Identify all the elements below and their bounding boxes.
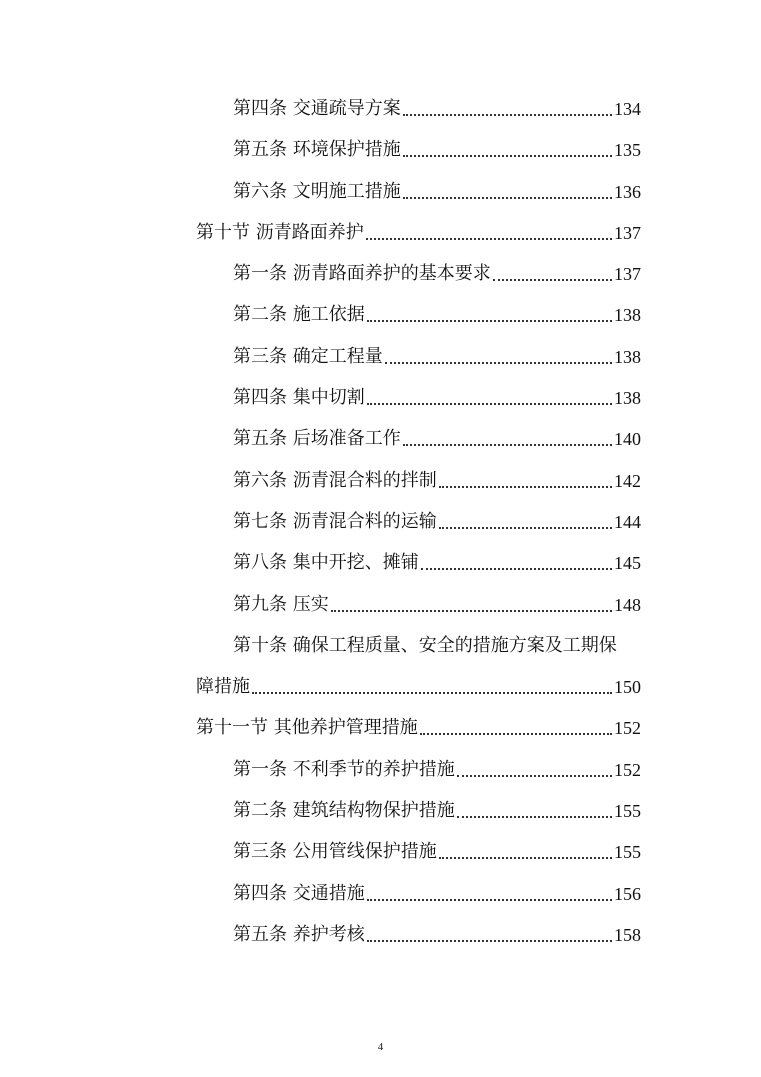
- toc-entry-line: [233, 882, 641, 906]
- toc-entry-title: 第十条 确保工程质量、安全的措施方案及工期保: [233, 634, 617, 656]
- toc-entry-title: 第一条 沥青路面养护的基本要求: [233, 263, 491, 285]
- toc-leader-dots: [331, 610, 612, 612]
- toc-leader-dots: [493, 279, 612, 281]
- toc-section-entry[interactable]: [0, 708, 761, 749]
- toc-entry-page: 140: [614, 429, 641, 450]
- toc-entry-page: 136: [614, 181, 641, 202]
- toc-leader-dots: [403, 444, 612, 446]
- toc-entry[interactable]: [0, 791, 761, 832]
- toc-entry[interactable]: [0, 419, 761, 460]
- toc-entry-line: [233, 634, 617, 658]
- toc-entry-line: [233, 923, 641, 947]
- toc-leader-dots: [252, 692, 612, 694]
- toc-leader-dots: [367, 320, 612, 322]
- toc-entry-title: 第五条 养护考核: [233, 923, 365, 945]
- toc-leader-dots: [439, 857, 612, 859]
- toc-entry-page: 158: [614, 924, 641, 945]
- toc-entry-page: 155: [614, 801, 641, 822]
- toc-leader-dots: [420, 733, 612, 735]
- toc-entry-page: 142: [614, 470, 641, 491]
- toc-entry-line: [233, 469, 641, 493]
- toc-entry-page: 155: [614, 842, 641, 863]
- toc-leader-dots: [367, 403, 612, 405]
- toc-entry-page: 144: [614, 511, 641, 532]
- toc-entry-line: [233, 386, 641, 410]
- toc-entry-page: 138: [614, 346, 641, 367]
- toc-entry[interactable]: [0, 337, 761, 378]
- toc-entry-title: 第六条 沥青混合料的拌制: [233, 469, 437, 491]
- toc-entry[interactable]: [0, 502, 761, 543]
- toc-entry[interactable]: [0, 750, 761, 791]
- toc-entry-line: [233, 138, 641, 162]
- toc-entry-title: 第三条 公用管线保护措施: [233, 841, 437, 863]
- toc-entry-title: 第十一节 其他养护管理措施: [196, 717, 418, 739]
- toc-entry-title: 第三条 确定工程量: [233, 345, 383, 367]
- toc-entry-title: 第八条 集中开挖、摊铺: [233, 552, 419, 574]
- toc-entry-title: 第九条 压实: [233, 593, 329, 615]
- toc-entry-page: 150: [614, 677, 641, 698]
- toc-entry-page: 148: [614, 594, 641, 615]
- toc-entry-page: 134: [614, 99, 641, 119]
- toc-entry-line: [233, 551, 641, 575]
- toc-entry-title: 第一条 不利季节的养护措施: [233, 758, 455, 780]
- toc-leader-dots: [457, 816, 612, 818]
- toc-leader-dots: [403, 155, 612, 157]
- toc-entry-title: 第五条 后场准备工作: [233, 428, 401, 450]
- toc-entry-line: [233, 758, 641, 782]
- toc-entry-wrapped-second-line[interactable]: [0, 667, 761, 708]
- toc-entry[interactable]: [0, 543, 761, 584]
- toc-entry-title: 第五条 环境保护措施: [233, 139, 401, 161]
- toc-entry-line: [233, 180, 641, 204]
- toc-entry-line: [233, 97, 641, 121]
- toc-entry[interactable]: [0, 295, 761, 336]
- toc-entry[interactable]: [0, 130, 761, 171]
- toc-entry-page: 135: [614, 140, 641, 161]
- toc-entry-page: 152: [614, 718, 641, 739]
- toc-entry[interactable]: [0, 172, 761, 213]
- toc-entry[interactable]: [0, 585, 761, 626]
- toc-entry-line: [233, 510, 641, 534]
- toc-entry[interactable]: [0, 874, 761, 915]
- toc-entry-page: 145: [614, 553, 641, 574]
- toc-leader-dots: [403, 114, 612, 116]
- toc-entry-line: [196, 716, 641, 740]
- toc-entry-line: [196, 675, 641, 699]
- toc-entry[interactable]: [0, 378, 761, 419]
- toc-entry-page: 156: [614, 883, 641, 904]
- toc-entry-title: 第四条 交通措施: [233, 882, 365, 904]
- toc-entry-title: 第四条 集中切割: [233, 387, 365, 409]
- toc-entry-title: 第四条 交通疏导方案: [233, 98, 401, 119]
- toc-entry-title: 第二条 建筑结构物保护措施: [233, 800, 455, 822]
- toc-leader-dots: [439, 486, 612, 488]
- toc-entry-page: 152: [614, 759, 641, 780]
- toc-entry[interactable]: [0, 832, 761, 873]
- toc-leader-dots: [366, 238, 612, 240]
- toc-leader-dots: [367, 899, 612, 901]
- toc-leader-dots: [385, 362, 612, 364]
- toc-section-entry[interactable]: [0, 213, 761, 254]
- toc-entry[interactable]: [0, 254, 761, 295]
- toc-entry-title-continuation: 障措施: [196, 676, 250, 698]
- toc-entry-line: [233, 427, 641, 451]
- toc-entry-line: [233, 840, 641, 864]
- toc-entry[interactable]: [0, 461, 761, 502]
- table-of-contents: [0, 89, 761, 956]
- toc-entry-page: 138: [614, 305, 641, 326]
- toc-leader-dots: [367, 940, 612, 942]
- toc-entry-page: 137: [614, 222, 641, 243]
- toc-entry-title: 第六条 文明施工措施: [233, 180, 401, 202]
- toc-leader-dots: [439, 527, 612, 529]
- toc-leader-dots: [421, 568, 612, 570]
- toc-entry-line: [233, 345, 641, 369]
- toc-entry-page: 138: [614, 388, 641, 409]
- toc-entry-title: 第十节 沥青路面养护: [196, 221, 364, 243]
- toc-entry-line: [233, 593, 641, 617]
- toc-entry-page: 137: [614, 264, 641, 285]
- toc-entry-title: 第二条 施工依据: [233, 304, 365, 326]
- toc-entry-title: 第七条 沥青混合料的运输: [233, 510, 437, 532]
- toc-entry-line: [196, 221, 641, 245]
- toc-leader-dots: [457, 775, 612, 777]
- toc-entry-line: [233, 799, 641, 823]
- toc-entry-line: [233, 303, 641, 327]
- toc-entry-line: [233, 262, 641, 286]
- toc-entry-wrapped-first-line[interactable]: [0, 626, 761, 667]
- toc-leader-dots: [403, 197, 612, 199]
- page-number: 4: [377, 1041, 384, 1053]
- toc-entry[interactable]: [0, 915, 761, 956]
- toc-entry[interactable]: [0, 89, 761, 130]
